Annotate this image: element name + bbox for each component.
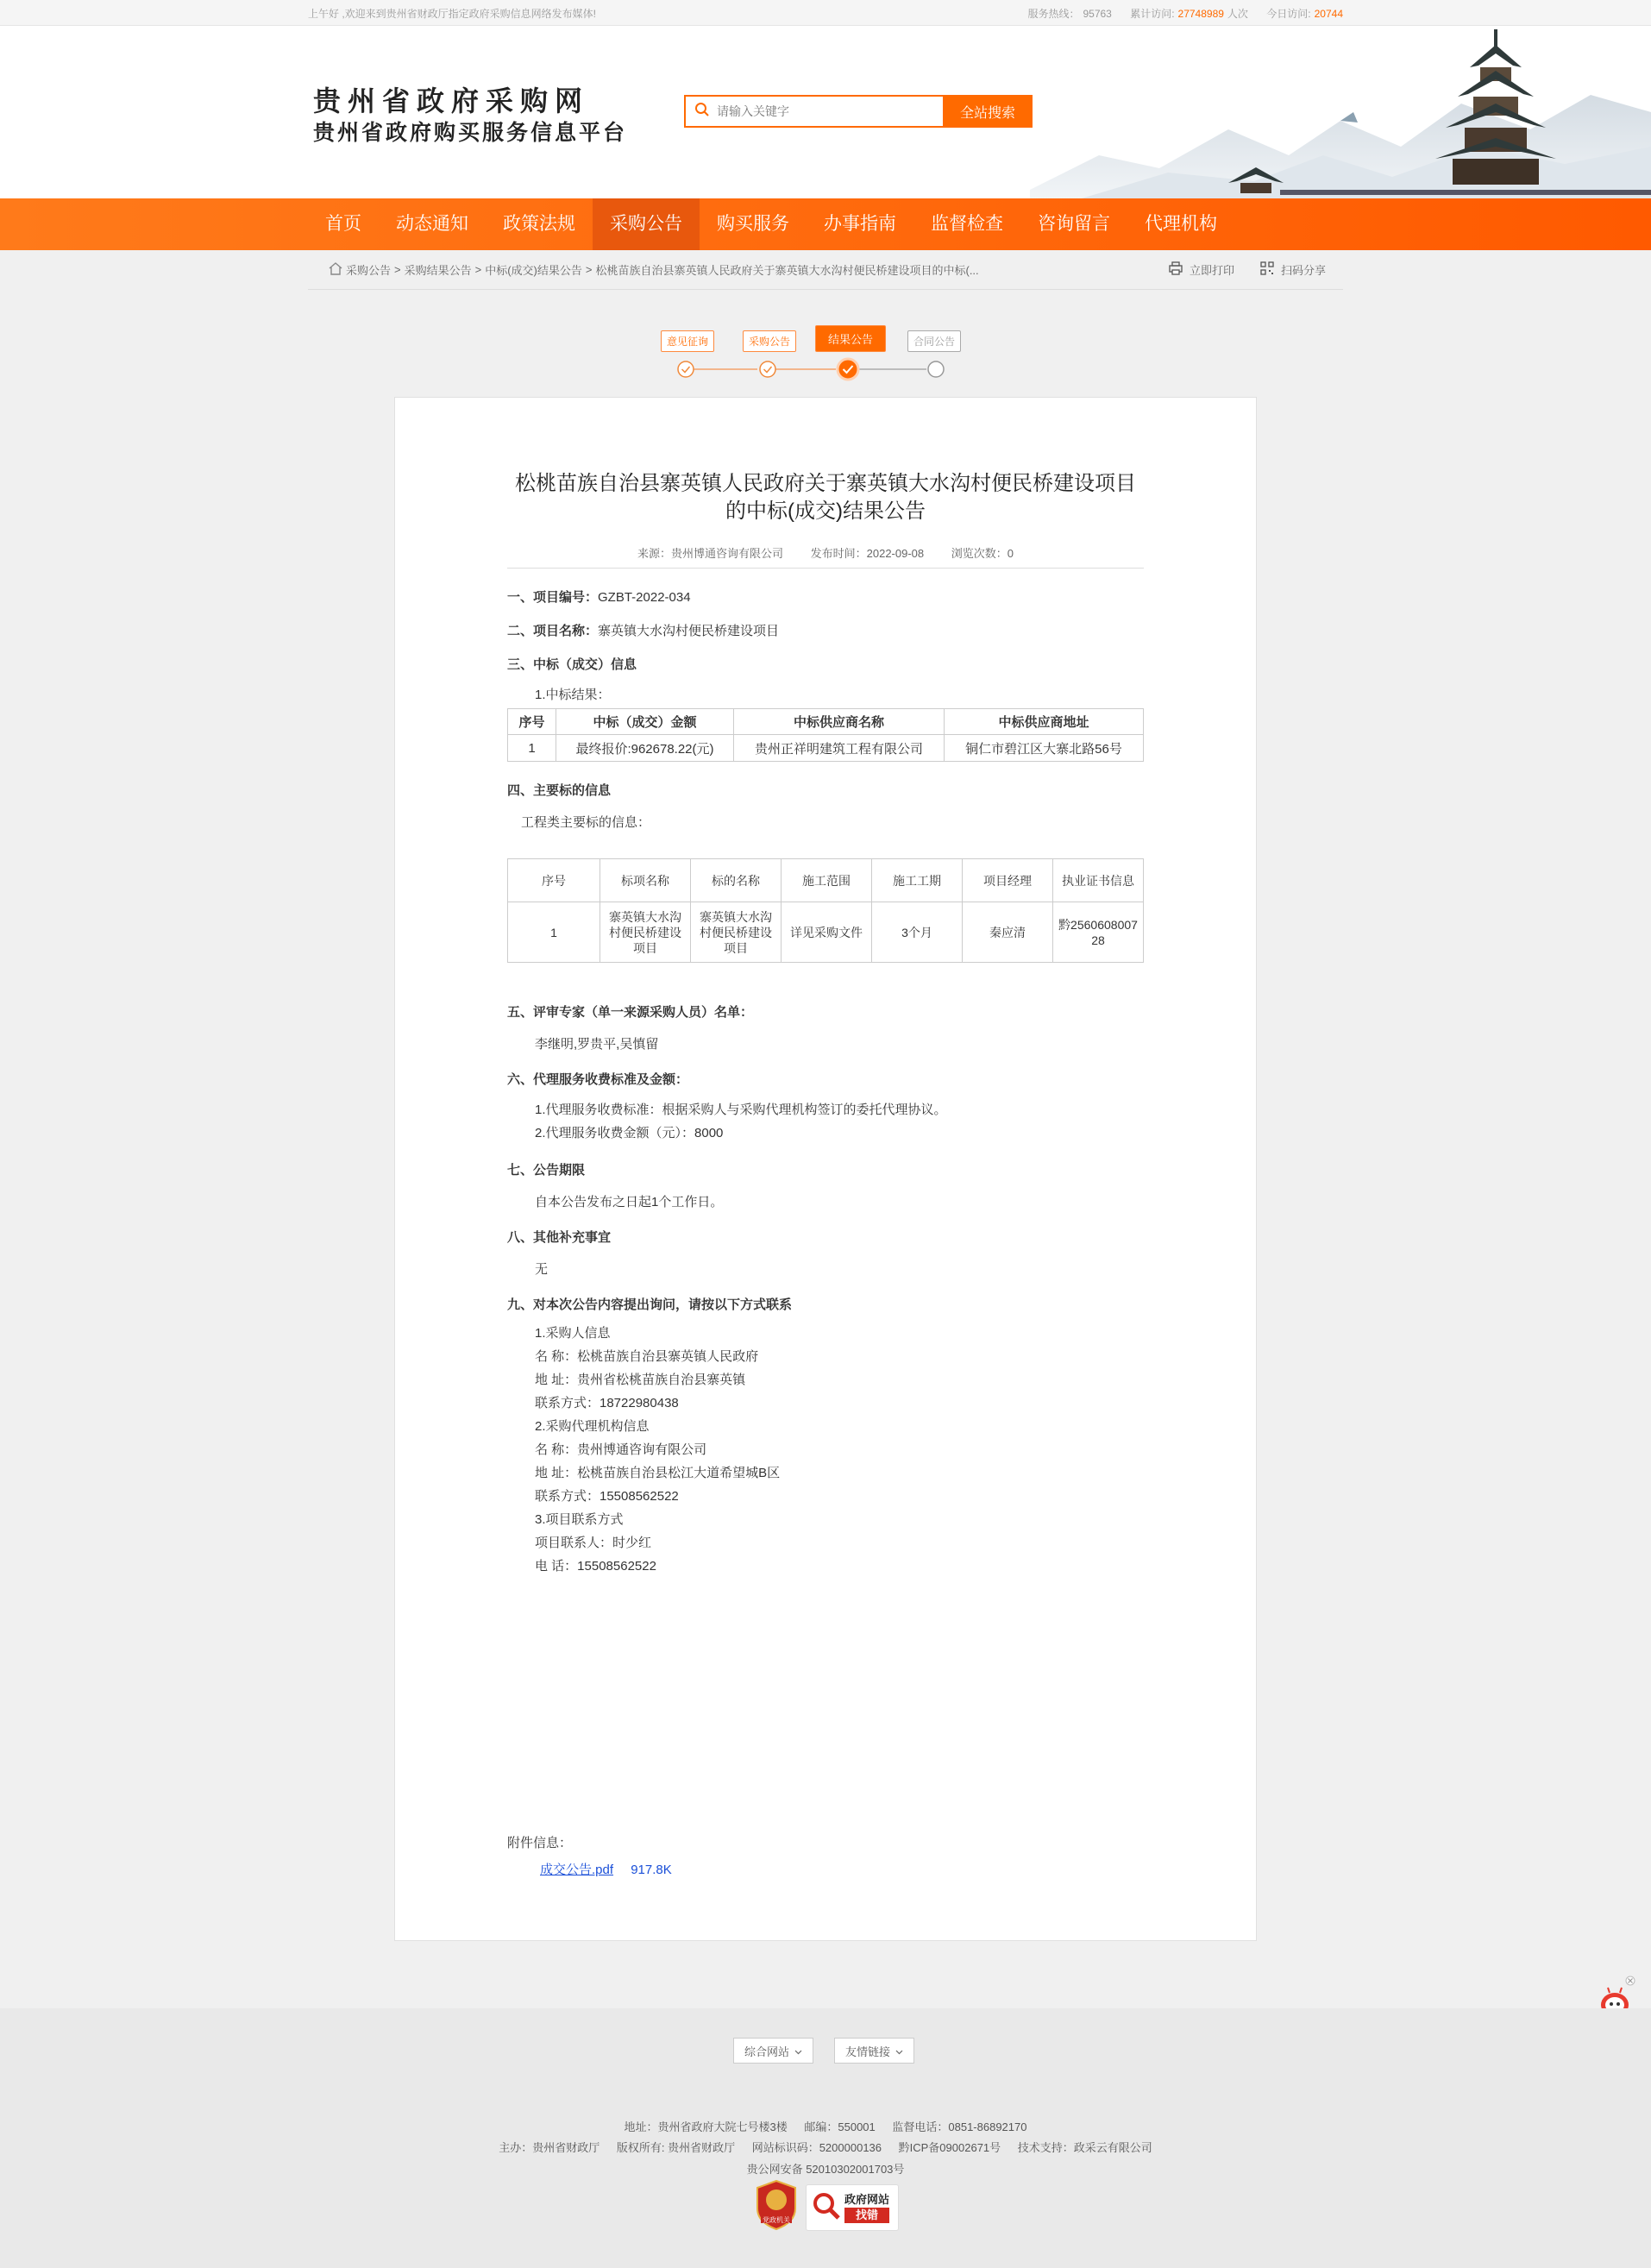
contact-line: 名 称：松桃苗族自治县寨英镇人民政府 bbox=[535, 1349, 759, 1364]
project-name: 寨英镇大水沟村便民桥建设项目 bbox=[598, 624, 780, 638]
step-pending-circle-icon bbox=[926, 360, 945, 383]
breadcrumb-separator: > bbox=[394, 263, 401, 276]
section-project-name bbox=[507, 621, 1144, 639]
nav-item-supervision[interactable]: 监督检查 bbox=[931, 214, 1003, 234]
table-row bbox=[508, 735, 1144, 762]
section-label: 一、项目编号： bbox=[507, 590, 599, 605]
article-title bbox=[507, 470, 1144, 525]
main-nav bbox=[0, 198, 1651, 250]
table-cell: 铜仁市碧江区大寨北路56号 bbox=[945, 735, 1144, 762]
step-label-consultation[interactable]: 意见征询 bbox=[661, 330, 714, 352]
article-title-line1: 松桃苗族自治县寨英镇人民政府关于寨英镇大水沟村便民桥建设项目 bbox=[515, 472, 1136, 495]
footer-police-record[interactable]: 贵公网安备 52010302001703号 bbox=[746, 2163, 905, 2176]
site-logo-subtitle[interactable]: 贵州省政府购买服务信息平台 bbox=[313, 120, 628, 145]
site-links-select-label: 综合网站 bbox=[744, 2045, 790, 2058]
nav-item-policy[interactable]: 政策法规 bbox=[503, 214, 575, 234]
share-label: 扫码分享 bbox=[1280, 264, 1326, 277]
article-panel bbox=[394, 397, 1257, 1941]
experts-list: 李继明,罗贵平,吴慎留 bbox=[535, 1037, 659, 1052]
breadcrumb-separator: > bbox=[474, 263, 482, 276]
breadcrumb-current: 松桃苗族自治县寨英镇人民政府关于寨英镇大水沟村便民桥建设项目的中标(... bbox=[595, 264, 979, 277]
contact-line: 名 称：贵州博通咨询有限公司 bbox=[535, 1442, 707, 1457]
table-cell: 秦应清 bbox=[963, 902, 1053, 963]
footer-zip: 邮编：550001 bbox=[804, 2120, 876, 2133]
attachments bbox=[507, 1833, 1144, 1878]
process-steps bbox=[0, 290, 1651, 397]
printer-icon bbox=[1169, 261, 1190, 278]
section-experts: 五、评审专家（单一来源采购人员）名单： bbox=[507, 1005, 754, 1020]
section-main-items: 四、主要标的信息 bbox=[507, 783, 612, 798]
main-items-sublabel: 工程类主要标的信息： bbox=[521, 815, 651, 830]
table-cell: 3个月 bbox=[872, 902, 963, 963]
site-header bbox=[0, 26, 1651, 198]
step-current-check-icon bbox=[836, 357, 860, 386]
breadcrumb-link-award[interactable]: 中标(成交)结果公告 bbox=[485, 264, 582, 277]
section-award-info: 三、中标（成交）信息 bbox=[507, 657, 637, 672]
other-matters: 无 bbox=[535, 1262, 549, 1277]
footer-owner-line bbox=[0, 2139, 1651, 2155]
error-report-line1: 政府网站 bbox=[844, 2193, 890, 2206]
footer-copyright: 版权所有: 贵州省财政厅 bbox=[616, 2141, 736, 2154]
party-gov-badge-text: 党政机关 bbox=[763, 2216, 790, 2224]
print-label: 立即打印 bbox=[1189, 264, 1234, 277]
site-footer bbox=[0, 2008, 1651, 2268]
breadcrumb-link-procurement[interactable]: 采购公告 bbox=[346, 264, 392, 277]
contact-line: 项目联系人：时少红 bbox=[535, 1536, 652, 1550]
page-tools bbox=[1143, 261, 1343, 278]
table-cell: 贵州正祥明建筑工程有限公司 bbox=[734, 735, 945, 762]
contact-line: 地 址：贵州省松桃苗族自治县寨英镇 bbox=[535, 1373, 746, 1387]
table-row bbox=[508, 902, 1144, 963]
attachment-item bbox=[507, 1860, 1144, 1878]
table-header-cell: 执业证书信息 bbox=[1053, 859, 1144, 902]
footer-host: 主办：贵州省财政厅 bbox=[499, 2141, 600, 2154]
article-publish-date: 发布时间：2022-09-08 bbox=[810, 547, 925, 560]
fee-amount: 2.代理服务收费金额（元）：8000 bbox=[535, 1126, 724, 1140]
nav-item-news[interactable]: 动态通知 bbox=[396, 214, 468, 234]
contact-line: 电 话：15508562522 bbox=[535, 1559, 656, 1574]
nav-item-services[interactable]: 购买服务 bbox=[717, 214, 789, 234]
table-cell: 黔256060800728 bbox=[1053, 902, 1144, 963]
article-source: 来源：贵州博通咨询有限公司 bbox=[637, 547, 784, 560]
table-header-cell: 项目经理 bbox=[963, 859, 1053, 902]
project-number: GZBT-2022-034 bbox=[598, 590, 691, 605]
today-visits-value: 20744 bbox=[1314, 7, 1343, 20]
award-result-label: 1.中标结果： bbox=[535, 688, 611, 702]
section-project-number bbox=[507, 587, 1144, 606]
table-cell: 寨英镇大水沟村便民桥建设项目 bbox=[600, 902, 691, 963]
footer-address: 地址：贵州省政府大院七号楼3楼 bbox=[624, 2120, 788, 2133]
article-content bbox=[507, 587, 1144, 1878]
footer-contact-line bbox=[0, 2118, 1651, 2134]
footer-site-id: 网站标识码：5200000136 bbox=[751, 2141, 882, 2154]
search-icon bbox=[694, 102, 710, 122]
contact-line: 联系方式：15508562522 bbox=[535, 1489, 679, 1504]
article-views: 浏览次数：0 bbox=[951, 547, 1014, 560]
error-report-text bbox=[844, 2192, 889, 2223]
search-box bbox=[684, 95, 943, 128]
nav-item-guide[interactable]: 办事指南 bbox=[824, 214, 896, 234]
contacts-block bbox=[507, 1322, 1144, 1578]
site-stats bbox=[1012, 6, 1343, 21]
items-table bbox=[507, 858, 1144, 963]
chevron-down-icon bbox=[895, 2045, 903, 2058]
article-title-line2: 的中标(成交)结果公告 bbox=[725, 499, 926, 523]
total-visits-label: 累计访问: bbox=[1130, 7, 1175, 20]
hotline-label: 服务热线： bbox=[1027, 7, 1080, 20]
table-header-cell: 序号 bbox=[508, 859, 600, 902]
table-header-cell: 中标供应商地址 bbox=[945, 709, 1144, 735]
site-links-select[interactable] bbox=[733, 2038, 813, 2064]
table-header-row bbox=[508, 709, 1144, 735]
welcome-text: 上午好 ,欢迎来到贵州省财政厅指定政府采购信息网络发布媒体! bbox=[308, 7, 597, 20]
table-cell: 1 bbox=[508, 902, 600, 963]
article-meta bbox=[507, 544, 1144, 569]
step-done-check-icon bbox=[758, 360, 777, 383]
table-cell: 1 bbox=[508, 735, 556, 762]
contact-line: 3.项目联系方式 bbox=[535, 1512, 624, 1527]
total-visits-unit: 人次 bbox=[1227, 7, 1248, 20]
nav-item-agency[interactable]: 代理机构 bbox=[1145, 214, 1217, 234]
nav-item-consult[interactable]: 咨询留言 bbox=[1038, 214, 1110, 234]
step-label-result[interactable]: 结果公告 bbox=[815, 325, 886, 352]
table-cell: 最终报价:962678.22(元) bbox=[556, 735, 734, 762]
table-header-cell: 标的名称 bbox=[691, 859, 782, 902]
table-header-row bbox=[508, 859, 1144, 902]
footer-tech-support: 技术支持：政采云有限公司 bbox=[1017, 2141, 1152, 2154]
table-header-cell: 中标（成交）金额 bbox=[556, 709, 734, 735]
breadcrumb bbox=[308, 261, 982, 278]
footer-police-line bbox=[0, 2160, 1651, 2177]
party-gov-badge[interactable] bbox=[754, 2179, 799, 2231]
chevron-down-icon bbox=[794, 2045, 802, 2058]
attachment-size: 917.8K bbox=[631, 1863, 672, 1877]
award-table bbox=[507, 708, 1144, 762]
table-cell: 详见采购文件 bbox=[782, 902, 872, 963]
gov-site-error-report-badge[interactable] bbox=[806, 2184, 899, 2231]
breadcrumb-bar bbox=[0, 250, 1651, 290]
section-other: 八、其他补充事宜 bbox=[507, 1230, 612, 1245]
step-done-check-icon bbox=[676, 360, 695, 383]
friend-links-select[interactable] bbox=[834, 2038, 914, 2064]
breadcrumb-separator: > bbox=[585, 263, 593, 276]
table-header-cell: 中标供应商名称 bbox=[734, 709, 945, 735]
magnifier-icon bbox=[812, 2191, 841, 2225]
nav-item-procurement[interactable]: 采购公告 bbox=[593, 198, 700, 250]
search-button[interactable]: 全站搜索 bbox=[943, 95, 1033, 128]
qr-share-button[interactable] bbox=[1260, 261, 1326, 278]
contact-line: 联系方式：18722980438 bbox=[535, 1396, 679, 1410]
friend-links-select-label: 友情链接 bbox=[845, 2045, 891, 2058]
table-header-cell: 施工工期 bbox=[872, 859, 963, 902]
error-report-line2: 找错 bbox=[844, 2208, 889, 2223]
section-contacts: 九、对本次公告内容提出询问，请按以下方式联系 bbox=[507, 1297, 793, 1312]
table-cell: 寨英镇大水沟村便民桥建设项目 bbox=[691, 902, 782, 963]
contact-line: 1.采购人信息 bbox=[535, 1326, 611, 1341]
site-search bbox=[684, 95, 1033, 128]
step-label-contract[interactable]: 合同公告 bbox=[907, 330, 961, 352]
step-label-announcement[interactable]: 采购公告 bbox=[743, 330, 796, 352]
table-header-cell: 标项名称 bbox=[600, 859, 691, 902]
top-bar bbox=[0, 0, 1651, 26]
footer-phone: 监督电话：0851-86892170 bbox=[892, 2120, 1027, 2133]
today-visits-label: 今日访问: bbox=[1266, 7, 1311, 20]
print-button[interactable] bbox=[1169, 261, 1234, 278]
table-header-cell: 施工范围 bbox=[782, 859, 872, 902]
search-input[interactable] bbox=[717, 104, 932, 118]
section-notice-period: 七、公告期限 bbox=[507, 1163, 586, 1178]
table-header-cell: 序号 bbox=[508, 709, 556, 735]
section-agency-fee: 六、代理服务收费标准及金额： bbox=[507, 1072, 689, 1087]
contact-line: 2.采购代理机构信息 bbox=[535, 1419, 650, 1434]
notice-period: 自本公告发布之日起1个工作日。 bbox=[535, 1195, 724, 1209]
fee-standard: 1.代理服务收费标准：根据采购人与采购代理机构签订的委托代理协议。 bbox=[535, 1103, 947, 1117]
total-visits-value: 27748989 bbox=[1177, 7, 1224, 20]
hotline-value: 95763 bbox=[1083, 7, 1112, 20]
attachment-link[interactable]: 成交公告.pdf bbox=[540, 1863, 614, 1877]
contact-line: 地 址：松桃苗族自治县松江大道希望城B区 bbox=[535, 1466, 781, 1480]
footer-icp-link[interactable]: 黔ICP备09002671号 bbox=[898, 2141, 1001, 2154]
attachments-label: 附件信息： bbox=[507, 1836, 573, 1850]
section-label: 二、项目名称： bbox=[507, 624, 599, 638]
qr-code-icon bbox=[1260, 261, 1281, 278]
nav-item-home[interactable]: 首页 bbox=[325, 214, 361, 234]
breadcrumb-link-results[interactable]: 采购结果公告 bbox=[404, 264, 472, 277]
site-logo-title[interactable]: 贵州省政府采购网 bbox=[313, 85, 590, 117]
home-icon[interactable] bbox=[329, 262, 342, 278]
